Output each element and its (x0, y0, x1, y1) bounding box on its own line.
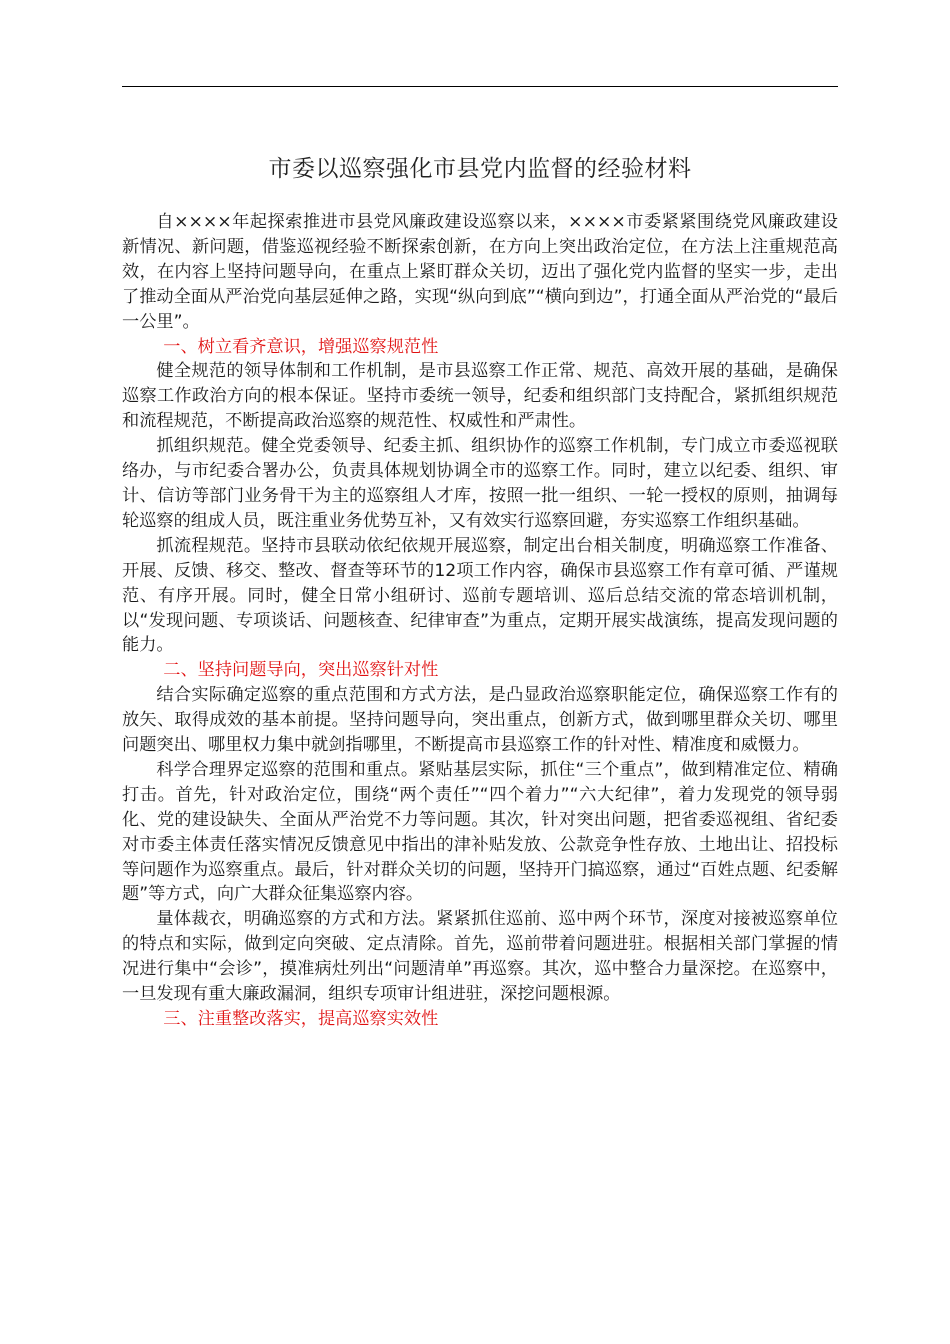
paragraph: 健全规范的领导体制和工作机制，是市县巡察工作正常、规范、高效开展的基础，是确保巡察工作政治方向的根本保证。坚持市委统一领导，纪委和组织部门支持配合，紧抓组织规范和流程规范，不断提高政治巡察的规范性、权威性和严肃性。 (122, 361, 838, 432)
paragraph: 抓组织规范。健全党委领导、纪委主抓、组织协作的巡察工作机制，专门成立市委巡视联络办，与市纪委合署办公，负责具体规划协调全市的巡察工作。同时，建立以纪委、组织、审计、信访等部门业务骨干为主的巡察组人才库，按照一批一组织、一轮一授权的原则，抽调每轮巡察的组成人员，既注重业务优势互补，又有效实行巡察回避，夯实巡察工作组织基础。 (122, 436, 838, 531)
header-rule (122, 86, 838, 87)
section-heading-2: 二、坚持问题导向，突出巡察针对性 (163, 660, 439, 681)
paragraph: 科学合理界定巡察的范围和重点。紧贴基层实际，抓住“三个重点”，做到精准定位、精确打击。首先，针对政治定位，围绕“两个责任”“四个着力”“六大纪律”，着力发现党的领导弱化、党的建设缺失、全面从严治党不力等问题。其次，针对突出问题，把省委巡视组、省纪委对市委主体责任落实情况反馈意见中指出的津补贴发放、公款竞争性存放、土地出让、招投标等问题作为巡察重点。最后，针对群众关切的问题，坚持开门搞巡察，通过“百姓点题、纪委解题”等方式，向广大群众征集巡察内容。 (122, 759, 838, 905)
document-title: 市委以巡察强化市县党内监督的经验材料 (268, 156, 692, 182)
paragraph: 抓流程规范。坚持市县联动依纪依规开展巡察，制定出台相关制度，明确巡察工作准备、开展、反馈、移交、整改、督查等环节的12项工作内容，确保市县巡察工作有章可循、严谨规范、有序开展。同时，健全日常小组研讨、巡前专题培训、巡后总结交流的常态培训机制，以“发现问题、专项谈话、问题核查、纪律审查”为重点，定期开展实战演练，提高发现问题的能力。 (122, 535, 838, 656)
paragraph: 量体裁衣，明确巡察的方式和方法。紧紧抓住巡前、巡中两个环节，深度对接被巡察单位的特点和实际，做到定向突破、定点清除。首先，巡前带着问题进驻。根据相关部门掌握的情况进行集中“会诊”，摸准病灶列出“问题清单”再巡察。其次，巡中整合力量深挖。在巡察中，一旦发现有重大廉政漏洞，组织专项审计组进驻，深挖问题根源。 (122, 909, 838, 1005)
document-body (122, 210, 838, 1032)
paragraph: 结合实际确定巡察的重点范围和方式方法，是凸显政治巡察职能定位，确保巡察工作有的放矢、取得成效的基本前提。坚持问题导向，突出重点，创新方式，做到哪里群众关切、哪里问题突出、哪里权力集中就剑指哪里，不断提高市县巡察工作的针对性、精准度和威慑力。 (122, 685, 838, 756)
section-heading-3: 三、注重整改落实，提高巡察实效性 (163, 1009, 439, 1029)
paragraph-intro: 自××××年起探索推进市县党风廉政建设巡察以来，××××市委紧紧围绕党风廉政建设新情况、新问题，借鉴巡视经验不断探索创新，在方向上突出政治定位，在方法上注重规范高效，在内容上坚持问题导向，在重点上紧盯群众关切，迈出了强化党内监督的坚实一步，走出了推动全面从严治党向基层延伸之路，实现“纵向到底”“横向到边”，打通全面从严治党的“最后一公里”。 (122, 212, 838, 332)
section-heading-1: 一、树立看齐意识，增强巡察规范性 (163, 336, 439, 357)
